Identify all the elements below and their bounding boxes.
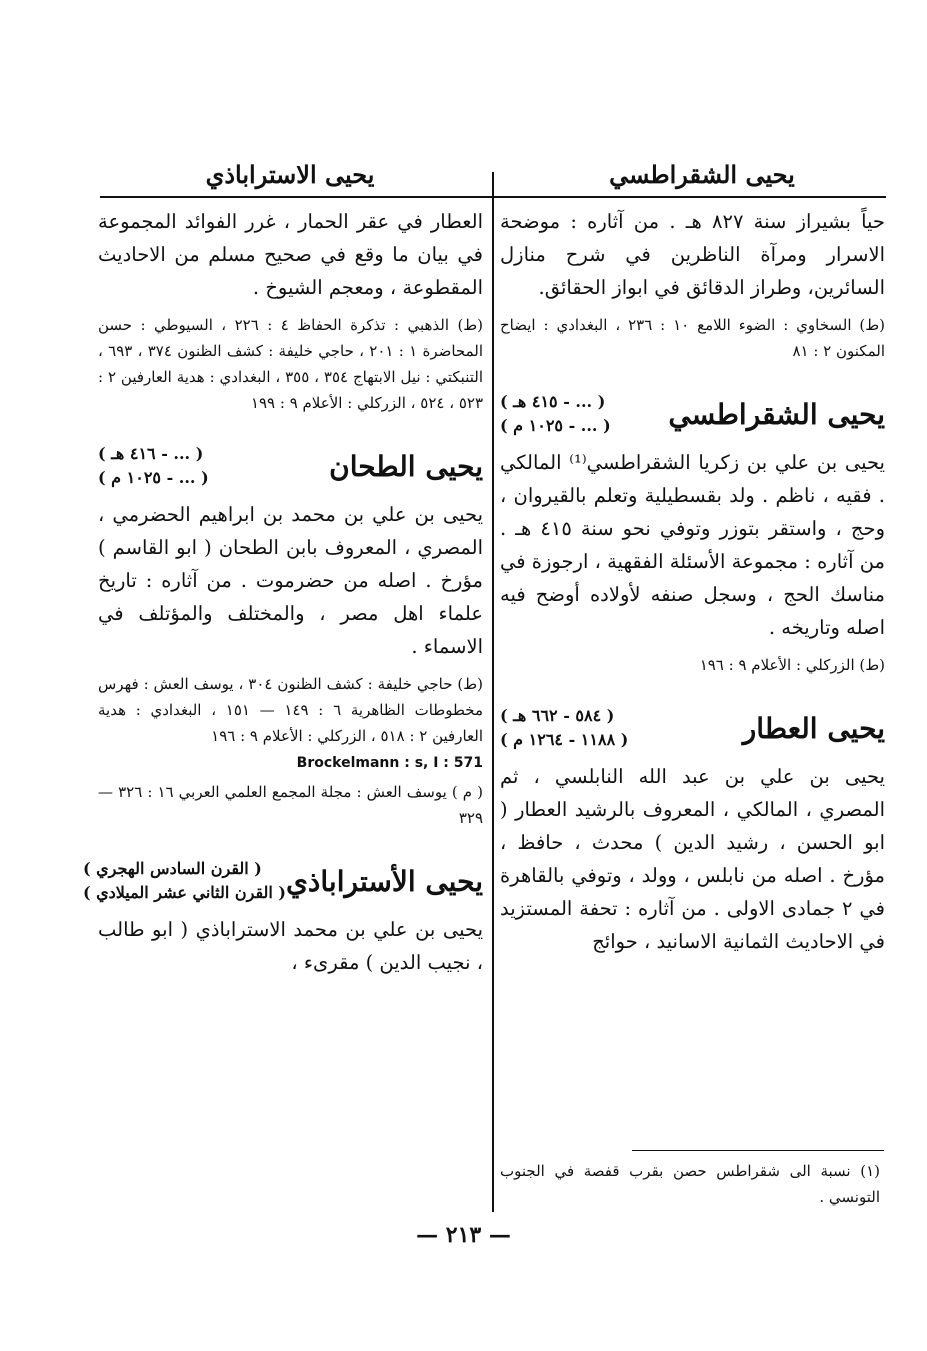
entry-body: يحيى بن علي بن محمد بن ابراهيم الحضرمي ، المصري ، المعروف بابن الطحان ( ابو القاسم ) مؤرخ . اصله من حضرموت . من آثاره : تاريخ علماء اهل مصر ، والمختلف والمؤتلف في الاسماء .: [98, 503, 483, 658]
entry-heading-shuqratisi: [500, 390, 885, 438]
entry-name: يحيى الشقراطسي: [668, 397, 885, 431]
footnote-rule: [632, 1150, 884, 1151]
continued-entry-text: حياً بشيراز سنة ٨٢٧ هـ . من آثاره : موضحة الاسرار ومرآة الناظرين في شرح منازل السائرين، وطراز الدقائق في ابواز الحقائق.: [500, 210, 885, 299]
right-column: [500, 205, 885, 958]
continued-entry-text: العطار في عقر الحمار ، غرر الفوائد المجموعة في بيان ما وقع في صحيح مسلم من الاحاديث المقطوعة ، ومعجم الشيوخ .: [98, 210, 483, 299]
left-column: [82, 205, 484, 979]
continued-entry-references: (ط) السخاوي : الضوء اللامع ١٠ : ٢٣٦ ، البغدادي : ايضاح المكنون ٢ : ٨١: [500, 316, 885, 360]
dates-hijri: ( ٥٨٤ - ٦٦٢ هـ ): [500, 706, 615, 725]
entry-body: يحيى بن علي بن محمد الاستراباذي ( ابو طالب ، نجيب الدين ) مقرىء ،: [98, 918, 483, 974]
latin-reference: Brockelmann : s, I : 571: [296, 755, 483, 771]
entry-name: يحيى العطار: [742, 711, 885, 745]
entry-references: (ط) حاجي خليفة : كشف الظنون ٣٠٤ ، يوسف العش : فهرس مخطوطات الظاهرية ٦ : ١٤٩ — ١٥١ ، البغدادي : هدية العارفين ٢ : ٥١٨ ، الزركلي : الأعلام ٩ : ١٩٦: [98, 675, 484, 745]
dates-hijri: ( ... - ٤١٦ هـ ): [98, 444, 204, 463]
entry-dates: [98, 442, 209, 490]
entry-references: (ط) الزركلي : الأعلام ٩ : ١٩٦: [699, 656, 885, 674]
dates-gregorian: ( ... - ١٠٢٥ م ): [98, 468, 209, 487]
entry-dates: [500, 704, 628, 752]
right-column-header: يحيى الشقراطسي: [609, 160, 795, 189]
dates-hijri: ( القرن السادس الهجري ): [82, 859, 262, 878]
entry-dates: [500, 390, 611, 438]
footnote: (١) نسبة الى شقراطس حصن بقرب قفصة في الجنوب التونسي .: [500, 1162, 880, 1206]
entry-name: يحيى الأستراباذي: [286, 864, 483, 898]
entry-heading-attar: [500, 704, 885, 752]
entry-body: يحيى بن علي بن زكريا الشقراطسي⁽¹⁾ المالكي . فقيه ، ناظم . ولد بقسطيلية وتعلم بالقيروان ، وحج ، واستقر بتوزر وتوفي نحو سنة ٤١٥ هـ . من آثاره : مجموعة الأسئلة الفقهية ، ارجوزة في مناسك الحج ، وسجل صنفه لأولاده أوضح فيه اصله وتاريخه .: [500, 451, 885, 639]
left-column-header: يحيى الاستراباذي: [205, 160, 375, 189]
entry-dates: [83, 857, 286, 905]
entry-heading-tahhan: [98, 442, 483, 490]
dates-gregorian: ( القرن الثاني عشر الميلادي ): [82, 883, 286, 902]
entry-references-secondary: ( م ) يوسف العش : مجلة المجمع العلمي العربي ١٦ : ٣٢٦ — ٣٢٩: [98, 783, 483, 827]
dates-hijri: ( ... - ٤١٥ هـ ): [500, 392, 606, 411]
entry-body: يحيى بن علي بن عبد الله النابلسي ، ثم المصري ، المالكي ، المعروف بالرشيد العطار ( ابو الحسن ، رشيد الدين ) محدث ، حافظ ، مؤرخ . اصله من نابلس ، وولد ، وتوفي بالقاهرة في ٢ جمادى الاولى . من آثاره : تحفة المستزيد في الاحاديث الثمانية الاسانيد ، حوائج: [500, 765, 885, 953]
page-number: — ٢١٣ —: [416, 1222, 511, 1248]
entry-heading-astarabadhi: [82, 857, 483, 905]
dates-gregorian: ( ... - ١٠٢٥ م ): [500, 416, 611, 435]
continued-entry-references: (ط) الذهبي : تذكرة الحفاظ ٤ : ٢٢٦ ، السيوطي : حسن المحاضرة ١ : ٢٠١ ، حاجي خليفة : كشف الظنون ٣٧٤ ، ٦٩٣ ، التنبكتي : نيل الابتهاج ٣٥٤ ، ٣٥٥ ، البغدادي : هدية العارفين ٢ : ٥٢٣ ، ٥٢٤ ، الزركلي : الأعلام ٩ : ١٩٩: [98, 316, 484, 412]
dates-gregorian: ( ١١٨٨ - ١٢٦٤ م ): [500, 730, 629, 749]
column-divider: [492, 172, 494, 1212]
entry-name: يحيى الطحان: [329, 449, 483, 483]
